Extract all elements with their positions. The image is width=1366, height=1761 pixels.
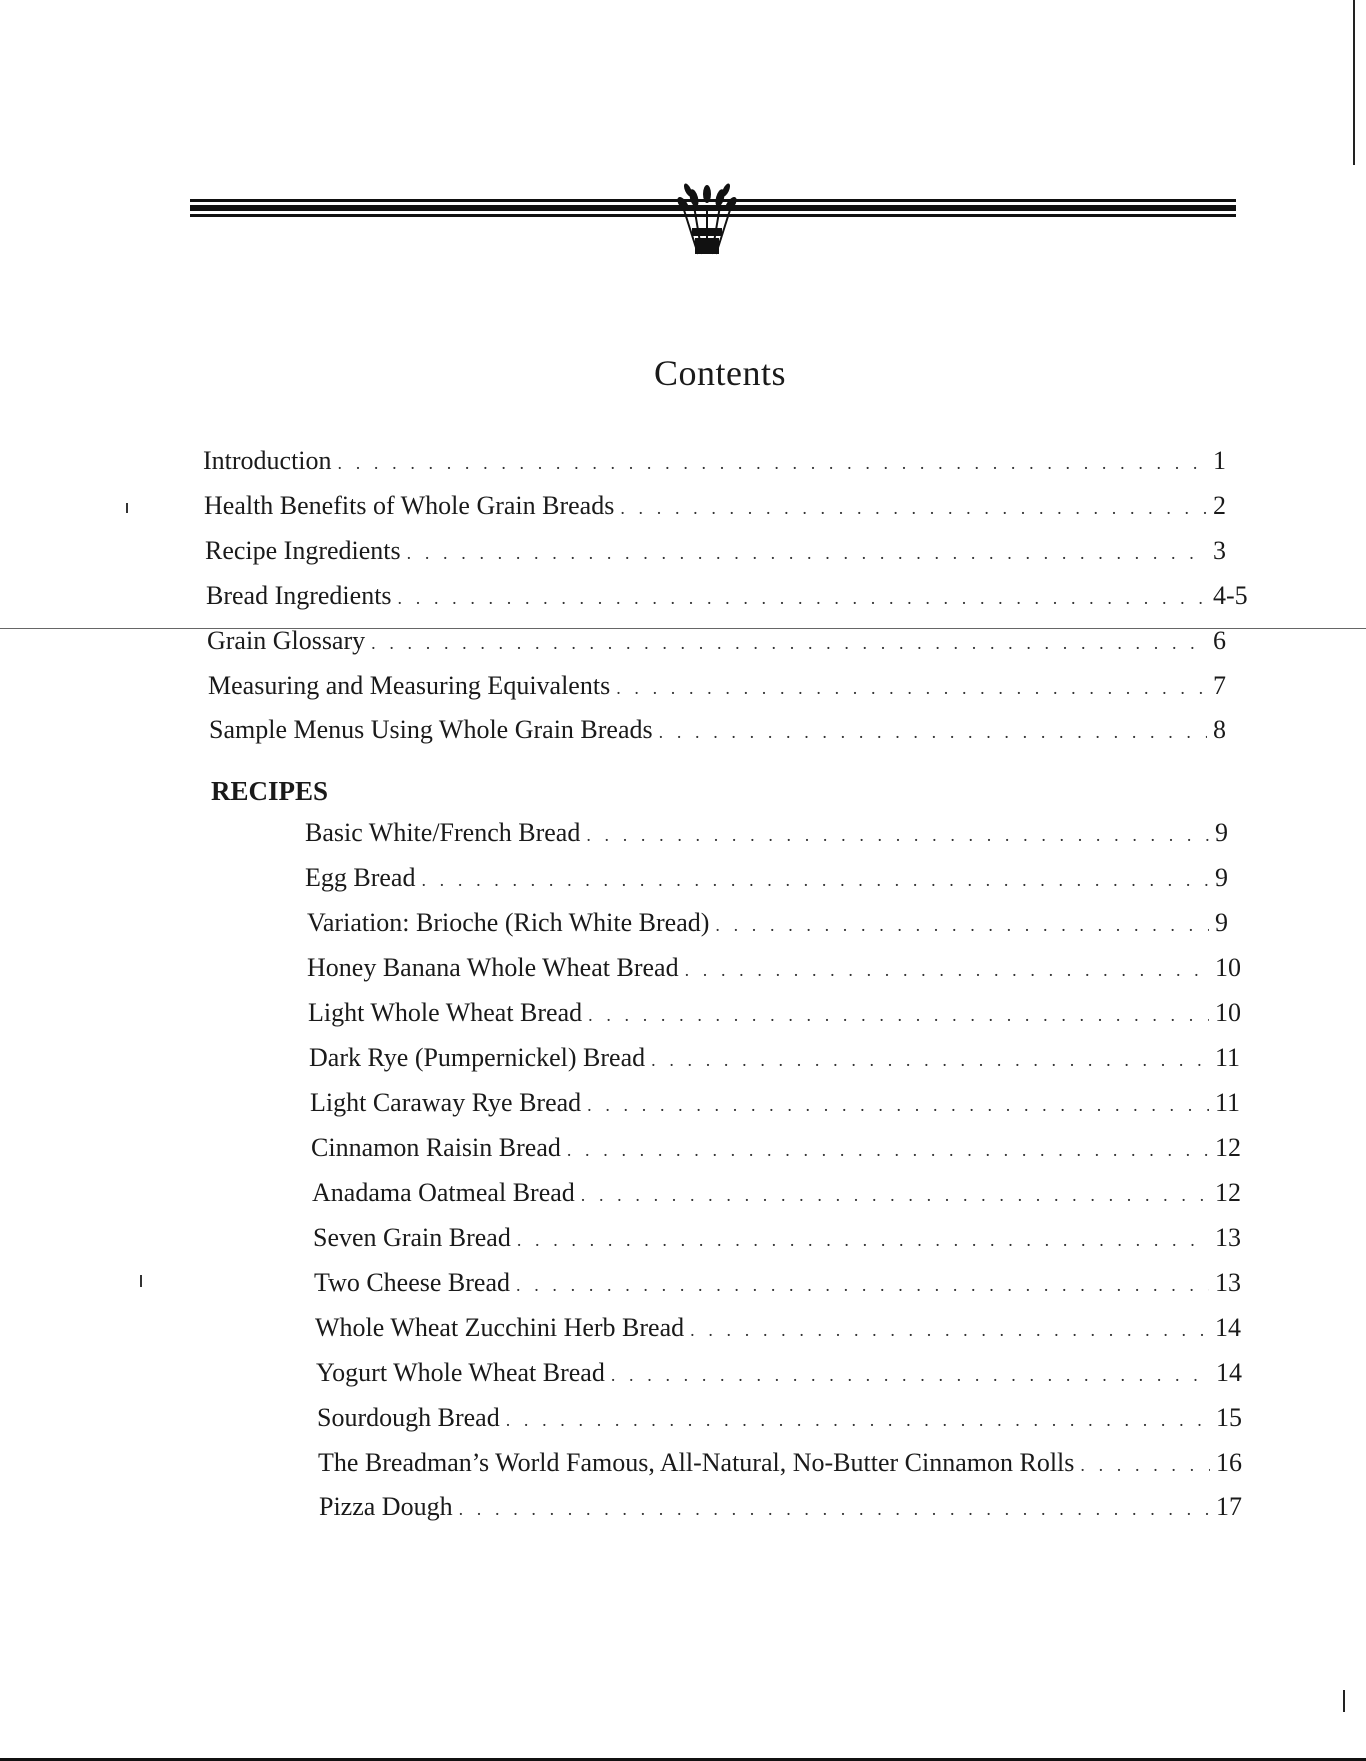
- toc-entry-page: 14: [1215, 1313, 1241, 1342]
- toc-entry-page: 3: [1213, 536, 1226, 565]
- leader-dots: [517, 1230, 1209, 1251]
- toc-entry-page: 9: [1215, 818, 1228, 847]
- leader-dots: [567, 1140, 1209, 1161]
- toc-entry-label: Cinnamon Raisin Bread: [311, 1133, 561, 1162]
- toc-entry: [319, 1492, 1256, 1526]
- recipes-heading: RECIPES: [211, 776, 329, 806]
- leader-dots: [407, 543, 1207, 564]
- toc-entry: [209, 715, 1253, 749]
- toc-entry-label: Measuring and Measuring Equivalents: [208, 671, 611, 700]
- leader-dots: [338, 453, 1207, 474]
- leader-dots: [587, 1095, 1209, 1116]
- toc-entry: [204, 491, 1253, 525]
- toc-entry: [307, 908, 1255, 942]
- toc-entry-page: 9: [1215, 863, 1228, 892]
- toc-entry-page: 15: [1216, 1403, 1242, 1432]
- scan-speck: [140, 1275, 142, 1287]
- page-edge-mark: [1343, 1690, 1345, 1712]
- toc-entry-page: 13: [1215, 1223, 1241, 1252]
- toc-entry-label: Whole Wheat Zucchini Herb Bread: [315, 1313, 685, 1342]
- page-edge-line: [1353, 0, 1355, 165]
- toc-entry-page: 6: [1213, 626, 1226, 655]
- toc-entry-label: Anadama Oatmeal Bread: [312, 1178, 575, 1207]
- toc-entry-label: Basic White/French Bread: [305, 818, 581, 847]
- leader-dots: [371, 633, 1207, 654]
- toc-entry: [312, 1178, 1255, 1212]
- leader-dots: [516, 1275, 1209, 1296]
- toc-entry-page: 7: [1213, 671, 1226, 700]
- toc-entry: [305, 818, 1255, 852]
- toc-entry: [318, 1448, 1256, 1482]
- toc-entry: [208, 671, 1253, 705]
- toc-entry-label: Egg Bread: [305, 863, 416, 892]
- toc-entry-label: Sourdough Bread: [317, 1403, 500, 1432]
- leader-dots: [685, 960, 1209, 981]
- leader-dots: [588, 1005, 1209, 1026]
- toc-entry-page: 10: [1215, 953, 1241, 982]
- leader-dots: [421, 870, 1209, 891]
- toc-entry: [207, 626, 1253, 660]
- leader-dots: [616, 678, 1207, 699]
- toc-entry-label: Sample Menus Using Whole Grain Breads: [209, 715, 653, 744]
- toc-entry: [316, 1358, 1256, 1392]
- toc-entry-page: 17: [1216, 1492, 1242, 1521]
- toc-entry-label: Variation: Brioche (Rich White Bread): [307, 908, 710, 937]
- leader-dots: [611, 1365, 1210, 1386]
- toc-entry-page: 16: [1216, 1448, 1242, 1477]
- toc-entry-label: Honey Banana Whole Wheat Bread: [307, 953, 679, 982]
- toc-entry-label: Introduction: [203, 446, 332, 475]
- toc-entry-page: 13: [1215, 1268, 1241, 1297]
- toc-entry-label: Health Benefits of Whole Grain Breads: [204, 491, 615, 520]
- toc-entry-label: Light Caraway Rye Bread: [310, 1088, 582, 1117]
- leader-dots: [690, 1320, 1209, 1341]
- toc-entry-page: 2: [1213, 491, 1226, 520]
- toc-entry-page: 9: [1215, 908, 1228, 937]
- toc-entry: [314, 1268, 1255, 1302]
- leader-dots: [398, 588, 1207, 609]
- scan-speck: [126, 503, 128, 513]
- toc-entry-page: 8: [1213, 715, 1226, 744]
- toc-entry-page: 1: [1213, 446, 1226, 475]
- toc-entry: [315, 1313, 1255, 1347]
- toc-entry-label: Yogurt Whole Wheat Bread: [316, 1358, 605, 1387]
- leader-dots: [620, 498, 1207, 519]
- toc-entry-label: Dark Rye (Pumpernickel) Bread: [309, 1043, 646, 1072]
- toc-entry: [307, 953, 1255, 987]
- page-title: Contents: [653, 353, 786, 393]
- toc-entry: [206, 581, 1253, 615]
- toc-entry: [310, 1088, 1255, 1122]
- leader-dots: [459, 1499, 1210, 1520]
- toc-entry-label: Light Whole Wheat Bread: [308, 998, 583, 1027]
- toc-entry: [305, 863, 1255, 897]
- leader-dots: [581, 1185, 1209, 1206]
- toc-entry-page: 14: [1216, 1358, 1242, 1387]
- toc-entry-label: Grain Glossary: [207, 626, 366, 655]
- toc-entry-label: The Breadman’s World Famous, All-Natural, No-Butter Cinnamon Rolls: [318, 1448, 1075, 1477]
- wheat-sheaf-icon: [672, 176, 742, 256]
- toc-entry: [311, 1133, 1255, 1167]
- toc-entry-label: Bread Ingredients: [206, 581, 392, 610]
- toc-entry: [313, 1223, 1255, 1257]
- toc-entry-page: 12: [1215, 1133, 1241, 1162]
- toc-entry-label: Pizza Dough: [319, 1492, 453, 1521]
- toc-entry: [205, 536, 1253, 570]
- toc-entry: [203, 446, 1253, 480]
- leader-dots: [586, 825, 1209, 846]
- toc-entry-page: 4-5: [1213, 581, 1248, 610]
- toc-entry: [309, 1043, 1255, 1077]
- toc-entry-label: Recipe Ingredients: [205, 536, 401, 565]
- toc-entry: [308, 998, 1255, 1032]
- leader-dots: [651, 1050, 1209, 1071]
- leader-dots: [1080, 1455, 1210, 1476]
- toc-entry-page: 12: [1215, 1178, 1241, 1207]
- toc-entry-page: 11: [1215, 1043, 1241, 1072]
- leader-dots: [506, 1410, 1210, 1431]
- toc-entry-label: Two Cheese Bread: [314, 1268, 511, 1297]
- toc-entry-page: 11: [1215, 1088, 1241, 1117]
- leader-dots: [659, 722, 1207, 743]
- toc-entry-page: 10: [1215, 998, 1241, 1027]
- toc-entry: [317, 1403, 1256, 1437]
- toc-entry-label: Seven Grain Bread: [313, 1223, 511, 1252]
- leader-dots: [715, 915, 1209, 936]
